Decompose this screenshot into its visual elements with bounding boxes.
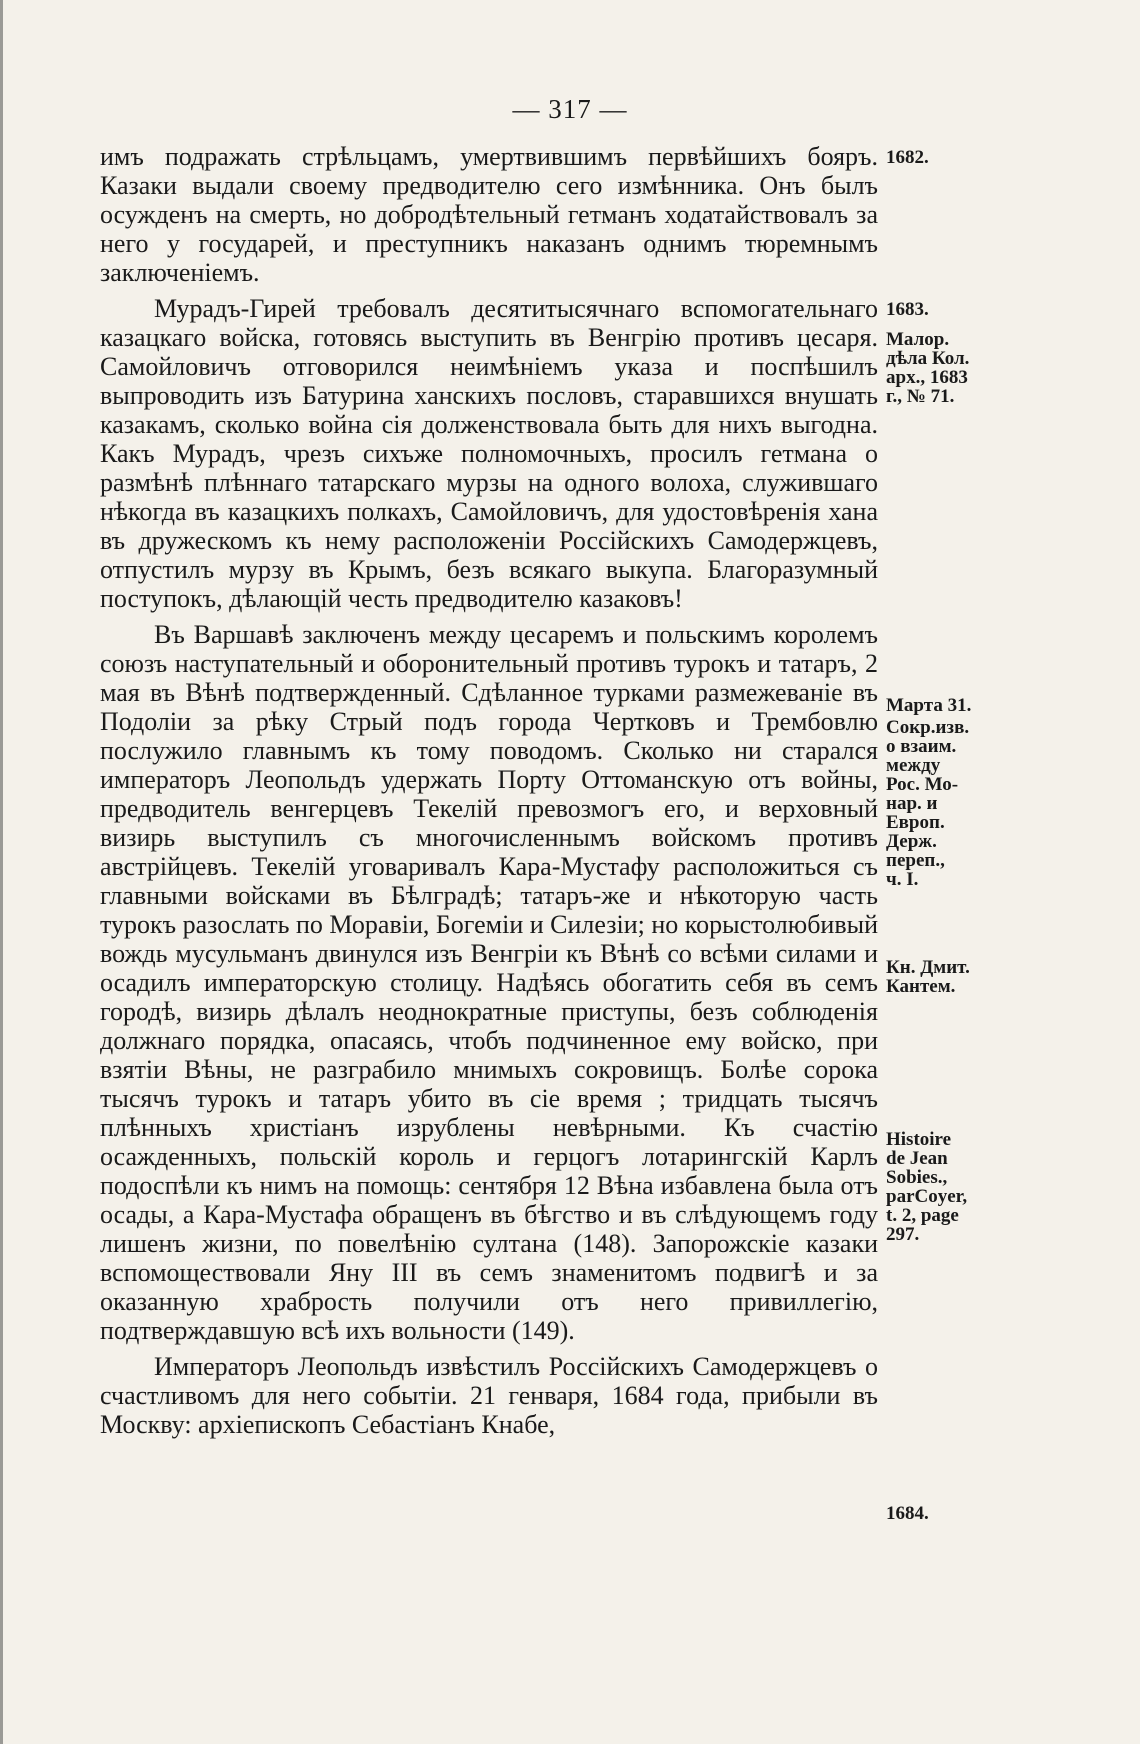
margin-source-kantemir: Кн. Дмит. Кантем. bbox=[886, 957, 970, 997]
margin-year-1683: 1683. bbox=[886, 299, 929, 320]
paragraph-4: Императоръ Леопольдъ извѣстилъ Россійскихъ Самодержцевъ о счастливомъ для него событіи. 21 генваря, 1684 года, прибыли въ Москву: архіепископъ Себастіанъ Кнабе, bbox=[100, 1352, 878, 1439]
paragraph-2: Мурадъ-Гирей требовалъ десятитысячнаго вспомогательнаго казацкаго войска, готовясь выступить въ Венгрію противъ цесаря. Самойловичъ отговорился неимѣніемъ указа и поспѣшилъ выпроводить изъ Батурина ханскихъ пословъ, старавшихся внушать казакамъ, сколько война сія долженствовала быть для нихъ выгодна. Какъ Мурадъ, чрезъ сихъже полномочныхъ, просилъ гетмана о размѣнѣ плѣннаго татарскаго мурзы на одного волоха, служившаго нѣкогда въ казацкихъ полкахъ, Самойловичъ, для удостовѣренія хана въ дружескомъ къ нему расположеніи Россійскихъ Самодержцевъ, отпустилъ мурзу въ Крымъ, безъ всякаго выкупа. Благоразумный поступокъ, дѣлающій честь предводителю казаковъ! bbox=[100, 294, 878, 613]
paragraph-1: имъ подражать стрѣльцамъ, умертвившимъ первѣйшихъ бояръ. Казаки выдали своему предводителю сего измѣнника. Онъ былъ осужденъ на смерть, но добродѣтельный гетманъ ходатайствовалъ за него у государей, и преступникъ наказанъ однимъ тюремнымъ заключеніемъ. bbox=[100, 142, 878, 287]
paragraph-3: Въ Варшавѣ заключенъ между цесаремъ и польскимъ королемъ союзъ наступательный и оборонительный противъ турокъ и татаръ, 2 мая въ Вѣнѣ подтвержденный. Сдѣланное турками размежеваніе въ Подоліи за рѣку Стрый подъ города Чертковъ и Трембовлю послужило главнымъ къ тому поводомъ. Сколько ни старался императоръ Леопольдъ удержать Порту Оттоманскую отъ войны, предводитель венгерцевъ Текелій превозмогъ его, и верховный визирь выступилъ съ многочисленнымъ войскомъ противъ австрійцевъ. Текелій уговаривалъ Кара-Мустафу расположиться съ главными войсками въ Бѣлградѣ; татаръ-же и нѣкоторую часть турокъ разослать по Моравіи, Богеміи и Силезіи; но корыстолюбивый вождь мусульманъ двинулся изъ Венгріи къ Вѣнѣ со всѣми силами и осадилъ императорскую столицу. Надѣясь обогатить себя въ семъ городѣ, визирь дѣлалъ неоднократные приступы, безъ соблюденія должнаго порядка, опасаясь, чтобъ подчиненное ему войско, при взятіи Вѣны, не разграбило мнимыхъ сокровищъ. Болѣе сорока тысячъ турокъ и татаръ убито въ сіе время ; тридцать тысячъ плѣнныхъ христіанъ изрублены невѣрными. Къ счастію осажденныхъ, польскій король и герцогъ лотарингскій Карлъ подоспѣли къ нимъ на помощь: сентября 12 Вѣна избавлена была отъ осады, а Кара-Мустафа обращенъ въ бѣгство и въ слѣдующемъ году лишенъ жизни, по повелѣнію султана (148). Запорожскіе казаки вспомоществовали Яну III въ семъ знаменитомъ подвигѣ и за оказанную храбрость получили отъ него привиллегію, подтверждавшую всѣ ихъ вольности (149). bbox=[100, 620, 878, 1345]
margin-year-1684: 1684. bbox=[886, 1503, 929, 1524]
margin-date-march31: Марта 31. bbox=[886, 695, 972, 716]
margin-source-malor: Малор. дѣла Кол. арх., 1683 г., № 71. bbox=[886, 329, 970, 407]
margin-source-histoire: Histoire de Jean Sobies., parCoyer, t. 2, page 297. bbox=[886, 1129, 968, 1245]
page-edge bbox=[0, 0, 3, 1744]
main-text-column bbox=[100, 142, 878, 1439]
margin-year-1682: 1682. bbox=[886, 147, 929, 168]
page-number: — 317 — bbox=[512, 94, 628, 124]
margin-source-sokr: Сокр.изв. о взаим. между Рос. Мо- нар. и Европ. Держ. переп., ч. I. bbox=[886, 717, 970, 890]
